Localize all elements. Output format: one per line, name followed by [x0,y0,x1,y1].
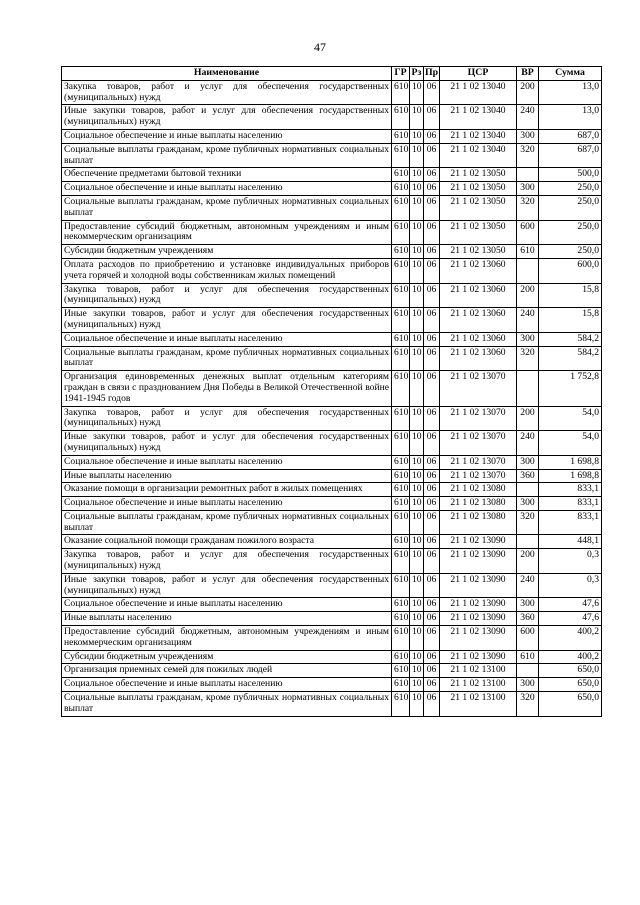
cell-name: Социальное обеспечение и иные выплаты населению [62,182,392,196]
cell-rz: 10 [410,612,424,626]
cell-vr: 300 [517,182,539,196]
cell-pr: 06 [424,431,440,456]
cell-pr: 06 [424,573,440,598]
cell-pr: 06 [424,182,440,196]
table-row [62,510,602,535]
cell-sum: 584,2 [539,332,602,346]
cell-csr: 21 1 02 13090 [440,573,517,598]
cell-name: Оказание социальной помощи гражданам пожилого возраста [62,535,392,549]
cell-name: Оказание помощи в организации ремонтных работ в жилых помещениях [62,483,392,497]
cell-rz: 10 [410,510,424,535]
cell-rz: 10 [410,573,424,598]
cell-rz: 10 [410,497,424,511]
header-rz: Рз [410,67,424,81]
cell-gr: 610 [392,258,410,283]
cell-pr: 06 [424,483,440,497]
table-row [62,678,602,692]
cell-name: Закупка товаров, работ и услуг для обеспечения государственных (муниципальных) нужд [62,283,392,308]
cell-gr: 610 [392,80,410,105]
cell-pr: 06 [424,598,440,612]
cell-csr: 21 1 02 13100 [440,678,517,692]
cell-rz: 10 [410,346,424,371]
cell-pr: 06 [424,510,440,535]
cell-csr: 21 1 02 13050 [440,182,517,196]
cell-rz: 10 [410,431,424,456]
cell-gr: 610 [392,455,410,469]
cell-rz: 10 [410,308,424,333]
table-row [62,626,602,651]
page-number: 47 [314,40,326,54]
cell-vr: 610 [517,650,539,664]
cell-pr: 06 [424,220,440,245]
cell-gr: 610 [392,664,410,678]
cell-name: Организация единовременных денежных выплат отдельным категориям граждан в связи с празднованием Дня Победы в Великой Отечественной войне 1941-1945 годов [62,371,392,406]
table-row [62,612,602,626]
cell-name: Иные выплаты населению [62,469,392,483]
table-row [62,105,602,130]
cell-name: Субсидии бюджетным учреждениям [62,650,392,664]
table-row [62,143,602,168]
cell-rz: 10 [410,105,424,130]
cell-name: Социальные выплаты гражданам, кроме публичных нормативных социальных выплат [62,195,392,220]
table-row [62,483,602,497]
cell-rz: 10 [410,195,424,220]
cell-rz: 10 [410,258,424,283]
cell-name: Иные закупки товаров, работ и услуг для обеспечения государственных (муниципальных) нужд [62,431,392,456]
cell-gr: 610 [392,143,410,168]
cell-pr: 06 [424,195,440,220]
cell-vr: 320 [517,510,539,535]
cell-pr: 06 [424,612,440,626]
cell-csr: 21 1 02 13040 [440,80,517,105]
cell-sum: 687,0 [539,143,602,168]
cell-name: Иные закупки товаров, работ и услуг для обеспечения государственных (муниципальных) нужд [62,573,392,598]
table-row [62,129,602,143]
cell-pr: 06 [424,650,440,664]
cell-gr: 610 [392,346,410,371]
cell-pr: 06 [424,245,440,259]
cell-name: Социальное обеспечение и иные выплаты населению [62,332,392,346]
cell-pr: 06 [424,80,440,105]
cell-csr: 21 1 02 13050 [440,220,517,245]
cell-vr: 360 [517,612,539,626]
cell-vr: 200 [517,406,539,431]
cell-vr: 300 [517,332,539,346]
cell-sum: 13,0 [539,80,602,105]
cell-rz: 10 [410,626,424,651]
cell-pr: 06 [424,692,440,717]
table-row [62,664,602,678]
cell-csr: 21 1 02 13090 [440,598,517,612]
cell-vr: 200 [517,549,539,574]
cell-pr: 06 [424,626,440,651]
cell-rz: 10 [410,129,424,143]
cell-vr: 360 [517,469,539,483]
cell-gr: 610 [392,371,410,406]
cell-sum: 250,0 [539,245,602,259]
cell-name: Социальное обеспечение и иные выплаты населению [62,678,392,692]
cell-gr: 610 [392,469,410,483]
table-row [62,469,602,483]
cell-csr: 21 1 02 13100 [440,664,517,678]
table-row [62,308,602,333]
cell-sum: 15,8 [539,283,602,308]
cell-vr: 300 [517,497,539,511]
table-row [62,195,602,220]
cell-sum: 47,6 [539,612,602,626]
cell-rz: 10 [410,469,424,483]
header-vr: ВР [517,67,539,81]
table-row [62,692,602,717]
cell-pr: 06 [424,258,440,283]
cell-csr: 21 1 02 13090 [440,535,517,549]
cell-pr: 06 [424,308,440,333]
cell-gr: 610 [392,283,410,308]
cell-pr: 06 [424,549,440,574]
cell-vr: 240 [517,431,539,456]
cell-name: Закупка товаров, работ и услуг для обеспечения государственных (муниципальных) нужд [62,406,392,431]
cell-rz: 10 [410,220,424,245]
cell-sum: 400,2 [539,650,602,664]
cell-vr [517,483,539,497]
cell-rz: 10 [410,80,424,105]
cell-sum: 833,1 [539,483,602,497]
cell-vr: 600 [517,626,539,651]
cell-csr: 21 1 02 13060 [440,258,517,283]
cell-gr: 610 [392,308,410,333]
cell-pr: 06 [424,346,440,371]
cell-csr: 21 1 02 13070 [440,371,517,406]
cell-sum: 833,1 [539,510,602,535]
cell-csr: 21 1 02 13050 [440,168,517,182]
cell-pr: 06 [424,535,440,549]
cell-rz: 10 [410,678,424,692]
cell-vr [517,535,539,549]
cell-csr: 21 1 02 13060 [440,283,517,308]
cell-gr: 610 [392,549,410,574]
cell-gr: 610 [392,598,410,612]
cell-sum: 250,0 [539,182,602,196]
cell-csr: 21 1 02 13100 [440,692,517,717]
cell-gr: 610 [392,431,410,456]
cell-sum: 833,1 [539,497,602,511]
cell-gr: 610 [392,483,410,497]
cell-sum: 15,8 [539,308,602,333]
cell-pr: 06 [424,105,440,130]
cell-sum: 500,0 [539,168,602,182]
cell-gr: 610 [392,535,410,549]
cell-rz: 10 [410,549,424,574]
cell-sum: 47,6 [539,598,602,612]
cell-csr: 21 1 02 13070 [440,469,517,483]
cell-pr: 06 [424,332,440,346]
cell-vr: 320 [517,692,539,717]
table-row [62,346,602,371]
cell-vr: 600 [517,220,539,245]
cell-rz: 10 [410,332,424,346]
cell-gr: 610 [392,497,410,511]
cell-pr: 06 [424,371,440,406]
table-row [62,598,602,612]
cell-vr: 240 [517,105,539,130]
table-row [62,431,602,456]
cell-csr: 21 1 02 13070 [440,431,517,456]
cell-name: Обеспечение предметами бытовой техники [62,168,392,182]
cell-vr: 320 [517,195,539,220]
budget-table [61,66,602,717]
cell-vr: 300 [517,455,539,469]
cell-name: Социальное обеспечение и иные выплаты населению [62,129,392,143]
cell-name: Социальные выплаты гражданам, кроме публичных нормативных социальных выплат [62,692,392,717]
table-row [62,549,602,574]
cell-rz: 10 [410,371,424,406]
cell-csr: 21 1 02 13090 [440,612,517,626]
table-row [62,650,602,664]
cell-pr: 06 [424,678,440,692]
cell-rz: 10 [410,692,424,717]
cell-name: Социальное обеспечение и иные выплаты населению [62,598,392,612]
table-row [62,455,602,469]
cell-rz: 10 [410,483,424,497]
cell-gr: 610 [392,332,410,346]
cell-sum: 0,3 [539,549,602,574]
cell-vr: 610 [517,245,539,259]
cell-sum: 250,0 [539,220,602,245]
cell-gr: 610 [392,105,410,130]
cell-pr: 06 [424,497,440,511]
cell-csr: 21 1 02 13080 [440,510,517,535]
table-row [62,573,602,598]
cell-rz: 10 [410,406,424,431]
cell-csr: 21 1 02 13090 [440,650,517,664]
cell-gr: 610 [392,182,410,196]
cell-sum: 54,0 [539,406,602,431]
cell-csr: 21 1 02 13050 [440,245,517,259]
cell-rz: 10 [410,283,424,308]
table-row [62,406,602,431]
cell-csr: 21 1 02 13060 [440,308,517,333]
cell-csr: 21 1 02 13040 [440,143,517,168]
cell-rz: 10 [410,182,424,196]
cell-sum: 250,0 [539,195,602,220]
cell-gr: 610 [392,245,410,259]
cell-csr: 21 1 02 13040 [440,129,517,143]
cell-rz: 10 [410,650,424,664]
cell-name: Закупка товаров, работ и услуг для обеспечения государственных (муниципальных) нужд [62,549,392,574]
cell-gr: 610 [392,692,410,717]
cell-pr: 06 [424,283,440,308]
cell-name: Оплата расходов по приобретению и установке индивидуальных приборов учета горячей и холодной воды собственникам жилых помещений [62,258,392,283]
header-name: Наименование [62,67,392,81]
cell-pr: 06 [424,406,440,431]
cell-sum: 448,1 [539,535,602,549]
cell-vr: 300 [517,598,539,612]
cell-name: Субсидии бюджетным учреждениям [62,245,392,259]
cell-vr: 300 [517,678,539,692]
cell-csr: 21 1 02 13040 [440,105,517,130]
cell-vr: 320 [517,143,539,168]
cell-csr: 21 1 02 13060 [440,332,517,346]
cell-gr: 610 [392,168,410,182]
cell-name: Иные закупки товаров, работ и услуг для обеспечения государственных (муниципальных) нужд [62,308,392,333]
cell-name: Иные выплаты населению [62,612,392,626]
cell-gr: 610 [392,406,410,431]
cell-pr: 06 [424,143,440,168]
cell-rz: 10 [410,143,424,168]
cell-pr: 06 [424,664,440,678]
table-header-row [62,67,602,81]
cell-vr [517,258,539,283]
cell-name: Социальные выплаты гражданам, кроме публичных нормативных социальных выплат [62,346,392,371]
cell-gr: 610 [392,612,410,626]
cell-sum: 0,3 [539,573,602,598]
cell-gr: 610 [392,129,410,143]
cell-rz: 10 [410,598,424,612]
table-row [62,332,602,346]
table-row [62,371,602,406]
cell-sum: 13,0 [539,105,602,130]
cell-sum: 400,2 [539,626,602,651]
table-row [62,168,602,182]
table-row [62,220,602,245]
cell-vr: 200 [517,283,539,308]
cell-vr: 300 [517,129,539,143]
cell-name: Социальные выплаты гражданам, кроме публичных нормативных социальных выплат [62,143,392,168]
cell-csr: 21 1 02 13060 [440,346,517,371]
cell-csr: 21 1 02 13090 [440,626,517,651]
cell-pr: 06 [424,168,440,182]
cell-csr: 21 1 02 13090 [440,549,517,574]
cell-pr: 06 [424,469,440,483]
cell-csr: 21 1 02 13070 [440,406,517,431]
cell-vr: 320 [517,346,539,371]
cell-sum: 650,0 [539,664,602,678]
cell-sum: 650,0 [539,678,602,692]
table-row [62,283,602,308]
table-row [62,535,602,549]
cell-name: Предоставление субсидий бюджетным, автономным учреждениям и иным некоммерческим организациям [62,220,392,245]
table-row [62,258,602,283]
cell-vr [517,168,539,182]
table-row [62,182,602,196]
cell-name: Социальные выплаты гражданам, кроме публичных нормативных социальных выплат [62,510,392,535]
cell-rz: 10 [410,168,424,182]
cell-gr: 610 [392,678,410,692]
cell-name: Социальное обеспечение и иные выплаты населению [62,455,392,469]
table-row [62,497,602,511]
cell-name: Иные закупки товаров, работ и услуг для обеспечения государственных (муниципальных) нужд [62,105,392,130]
header-pr: Пр [424,67,440,81]
cell-rz: 10 [410,455,424,469]
cell-pr: 06 [424,129,440,143]
cell-csr: 21 1 02 13080 [440,483,517,497]
cell-sum: 600,0 [539,258,602,283]
cell-rz: 10 [410,245,424,259]
cell-csr: 21 1 02 13050 [440,195,517,220]
cell-sum: 1 698,8 [539,455,602,469]
cell-csr: 21 1 02 13070 [440,455,517,469]
cell-vr: 240 [517,308,539,333]
cell-vr: 200 [517,80,539,105]
cell-csr: 21 1 02 13080 [440,497,517,511]
cell-name: Социальное обеспечение и иные выплаты населению [62,497,392,511]
header-gr: ГР [392,67,410,81]
cell-gr: 610 [392,510,410,535]
cell-gr: 610 [392,650,410,664]
header-csr: ЦСР [440,67,517,81]
cell-vr: 240 [517,573,539,598]
cell-vr [517,371,539,406]
cell-gr: 610 [392,220,410,245]
cell-gr: 610 [392,573,410,598]
cell-sum: 584,2 [539,346,602,371]
cell-gr: 610 [392,626,410,651]
cell-sum: 1 698,8 [539,469,602,483]
cell-sum: 650,0 [539,692,602,717]
table-row [62,80,602,105]
header-sum: Сумма [539,67,602,81]
cell-pr: 06 [424,455,440,469]
cell-sum: 1 752,8 [539,371,602,406]
cell-gr: 610 [392,195,410,220]
cell-name: Предоставление субсидий бюджетным, автономным учреждениям и иным некоммерческим организациям [62,626,392,651]
cell-sum: 687,0 [539,129,602,143]
cell-vr [517,664,539,678]
cell-rz: 10 [410,664,424,678]
cell-rz: 10 [410,535,424,549]
cell-name: Организация приемных семей для пожилых людей [62,664,392,678]
cell-name: Закупка товаров, работ и услуг для обеспечения государственных (муниципальных) нужд [62,80,392,105]
table-row [62,245,602,259]
cell-sum: 54,0 [539,431,602,456]
